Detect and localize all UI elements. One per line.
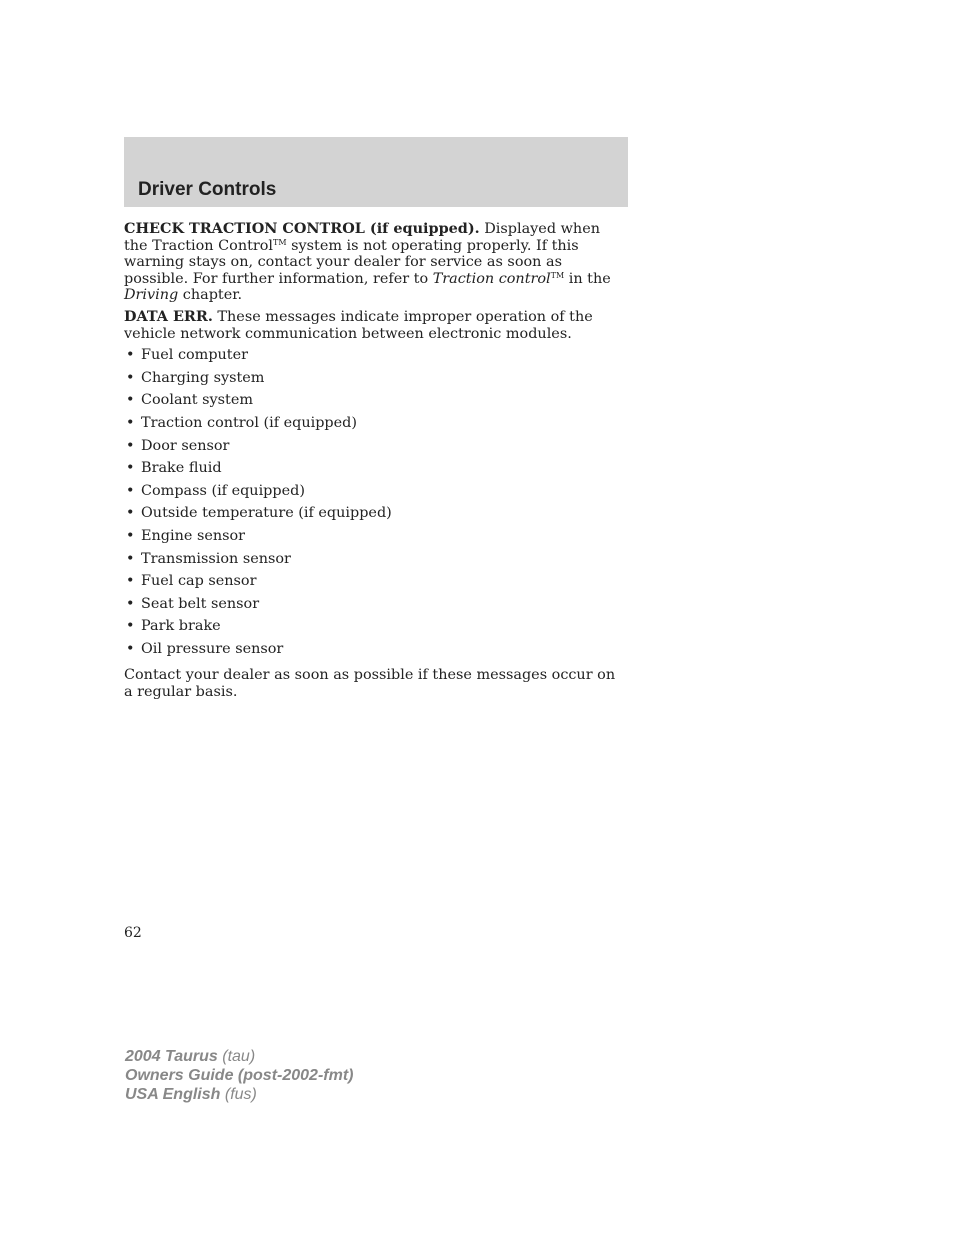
list-item (124, 528, 628, 551)
trademark-mark: TM (550, 270, 565, 280)
footer-line-model (125, 1047, 353, 1066)
list-item-text: Traction control (if equipped) (141, 414, 357, 431)
check-traction-text-3: in the (564, 270, 611, 287)
list-item-text: Outside temperature (if equipped) (141, 505, 392, 522)
bullet-dot: • (126, 392, 135, 409)
list-item (124, 415, 628, 438)
document-footer (125, 1047, 353, 1104)
check-traction-text-4: chapter. (178, 287, 243, 304)
list-item-text: Brake fluid (141, 460, 222, 477)
list-item-text: Charging system (141, 369, 265, 386)
check-traction-text-1: Displayed when the Traction Control (124, 221, 600, 254)
bullet-dot: • (126, 347, 135, 364)
driving-chapter-reference: Driving (124, 287, 179, 304)
bullet-dot: • (126, 437, 135, 454)
bullet-dot: • (126, 573, 135, 590)
list-item-text: Transmission sensor (141, 550, 291, 567)
bullet-dot: • (126, 618, 135, 635)
bullet-dot: • (126, 482, 135, 499)
data-err-lead: DATA ERR. (124, 307, 213, 325)
bullet-dot: • (126, 527, 135, 544)
check-traction-text-2: system is not operating properly. If this warning stays on, contact your dealer for service as soon as possible. For further information, refer to (124, 237, 579, 287)
data-err-text: These messages indicate improper operation of the vehicle network communication between electronic modules. (124, 308, 593, 342)
page-content (124, 221, 628, 706)
footer-line-guide (125, 1066, 353, 1085)
bullet-dot: • (126, 550, 135, 567)
footer-model: 2004 Taurus (125, 1048, 218, 1065)
list-item-text: Door sensor (141, 437, 230, 454)
list-item-text: Compass (if equipped) (141, 482, 305, 499)
list-item (124, 347, 628, 370)
section-header-band (124, 137, 628, 207)
bullet-dot: • (126, 505, 135, 522)
footer-model-code: (tau) (217, 1048, 256, 1065)
footer-guide: Owners Guide (post-2002-fmt) (125, 1067, 354, 1084)
list-item-text: Fuel computer (141, 347, 248, 364)
trademark-mark: TM (273, 237, 287, 247)
section-title: Driver Controls (138, 179, 277, 200)
footer-language-code: (fus) (220, 1086, 257, 1103)
bullet-dot: • (126, 640, 135, 657)
check-traction-lead: CHECK TRACTION CONTROL (if equipped). (124, 220, 480, 237)
list-item-text: Coolant system (141, 392, 253, 409)
footer-language: USA English (125, 1086, 221, 1103)
list-item-text: Park brake (141, 618, 221, 635)
list-item (124, 551, 628, 574)
list-item (124, 392, 628, 415)
list-item (124, 370, 628, 393)
list-item (124, 505, 628, 528)
bullet-dot: • (126, 369, 135, 386)
bullet-dot: • (126, 414, 135, 431)
list-item (124, 596, 628, 619)
list-item-text: Seat belt sensor (141, 595, 260, 612)
list-item (124, 460, 628, 483)
page-number: 62 (124, 925, 142, 941)
module-list (124, 347, 628, 663)
list-item (124, 641, 628, 664)
list-item-text: Fuel cap sensor (141, 573, 257, 590)
check-traction-paragraph (124, 221, 628, 304)
list-item-text: Oil pressure sensor (141, 640, 284, 657)
list-item (124, 573, 628, 596)
traction-control-reference: Traction control (432, 270, 551, 287)
data-err-paragraph (124, 309, 628, 342)
footer-line-language (125, 1085, 353, 1104)
list-item-text: Engine sensor (141, 527, 246, 544)
list-item (124, 618, 628, 641)
list-item (124, 438, 628, 461)
list-item (124, 483, 628, 506)
bullet-dot: • (126, 460, 135, 477)
bullet-dot: • (126, 595, 135, 612)
closing-paragraph: Contact your dealer as soon as possible if these messages occur on a regular basis. (124, 667, 616, 701)
